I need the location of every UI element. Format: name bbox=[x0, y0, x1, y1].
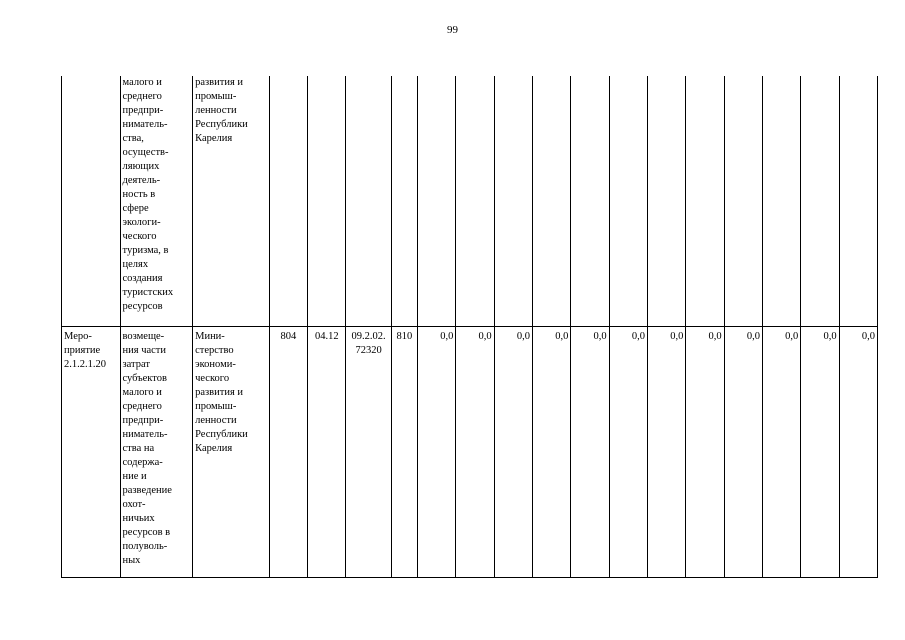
value-cell: 0,0 bbox=[571, 327, 609, 578]
value-cell: 0,0 bbox=[647, 327, 685, 578]
vr-cell: 810 bbox=[391, 327, 417, 578]
empty-cell bbox=[724, 76, 762, 327]
csr-cell: 09.2.02. 72320 bbox=[346, 327, 391, 578]
value-cell: 0,0 bbox=[533, 327, 571, 578]
table-row-continued bbox=[62, 76, 878, 327]
description-cell: возмеще- ния части затрат субъектов малого и среднего предпри- ниматель- ства на содержа- ние и разведение охот- ничьих ресурсов в полуволь- ных bbox=[120, 327, 193, 578]
description-cell: малого и среднего предпри- ниматель- ства, осуществ- ляющих деятель- ность в сфере экологи- ческого туризма, в целях создания туристских ресурсов bbox=[120, 76, 193, 327]
grbs-cell: 804 bbox=[269, 327, 307, 578]
value-cell: 0,0 bbox=[801, 327, 839, 578]
value-cell: 0,0 bbox=[418, 327, 456, 578]
rzpr-cell: 04.12 bbox=[308, 327, 346, 578]
executor-cell: развития и промыш- ленности Республики Карелия bbox=[193, 76, 270, 327]
value-cell: 0,0 bbox=[609, 327, 647, 578]
empty-cell bbox=[647, 76, 685, 327]
event-cell: Меро- приятие 2.1.2.1.20 bbox=[62, 327, 121, 578]
value-cell: 0,0 bbox=[456, 327, 494, 578]
page-number: 99 bbox=[447, 24, 458, 36]
empty-cell bbox=[686, 76, 724, 327]
value-cell: 0,0 bbox=[686, 327, 724, 578]
value-cell: 0,0 bbox=[724, 327, 762, 578]
value-cell: 0,0 bbox=[762, 327, 800, 578]
empty-cell bbox=[609, 76, 647, 327]
empty-cell bbox=[456, 76, 494, 327]
empty-cell bbox=[494, 76, 532, 327]
empty-cell bbox=[801, 76, 839, 327]
executor-cell: Мини- стерство экономи- ческого развития и промыш- ленности Республики Карелия bbox=[193, 327, 270, 578]
empty-cell bbox=[308, 76, 346, 327]
table-row-event-2-1-2-1-20 bbox=[62, 327, 878, 578]
value-cell: 0,0 bbox=[839, 327, 877, 578]
empty-cell bbox=[346, 76, 391, 327]
value-cell: 0,0 bbox=[494, 327, 532, 578]
empty-cell bbox=[269, 76, 307, 327]
empty-cell bbox=[839, 76, 877, 327]
budget-table bbox=[61, 76, 878, 578]
empty-cell bbox=[533, 76, 571, 327]
empty-cell bbox=[571, 76, 609, 327]
empty-cell bbox=[762, 76, 800, 327]
empty-cell bbox=[391, 76, 417, 327]
empty-cell bbox=[418, 76, 456, 327]
event-cell bbox=[62, 76, 121, 327]
